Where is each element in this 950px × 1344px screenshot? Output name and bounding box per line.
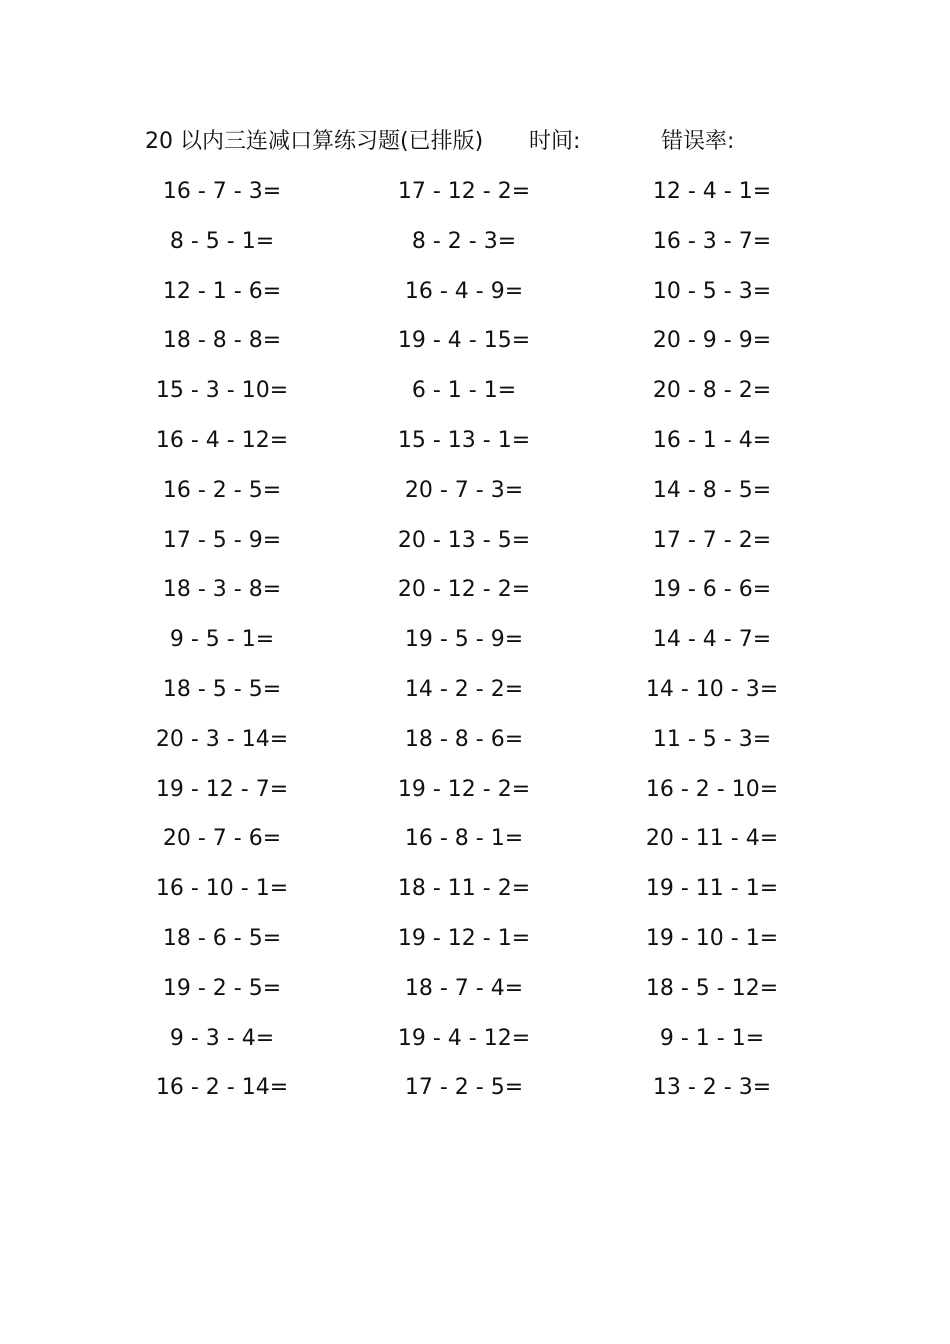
problem-item: 20 - 11 - 4= bbox=[645, 826, 779, 852]
problem-item: 16 - 7 - 3= bbox=[162, 179, 282, 204]
problem-item: 20 - 9 - 9= bbox=[652, 328, 772, 354]
problem-item: 8 - 5 - 1= bbox=[169, 228, 275, 254]
problem-row bbox=[0, 722, 950, 772]
problem-item: 20 - 12 - 2= bbox=[397, 577, 531, 603]
problem-item: 17 - 5 - 9= bbox=[162, 527, 282, 553]
error-rate-label: 错误率: bbox=[661, 129, 735, 154]
problem-item: 19 - 12 - 1= bbox=[397, 925, 531, 951]
problem-item: 9 - 3 - 4= bbox=[169, 1025, 275, 1051]
problem-row bbox=[0, 373, 950, 423]
problem-item: 14 - 10 - 3= bbox=[645, 676, 779, 702]
problem-item: 15 - 3 - 10= bbox=[155, 378, 289, 404]
problem-item: 16 - 4 - 9= bbox=[404, 278, 524, 304]
problem-item: 10 - 5 - 3= bbox=[652, 278, 772, 304]
problem-item: 12 - 1 - 6= bbox=[162, 278, 282, 304]
problem-item: 16 - 2 - 14= bbox=[155, 1075, 289, 1101]
problem-item: 14 - 2 - 2= bbox=[404, 676, 524, 702]
problem-grid bbox=[0, 174, 950, 1120]
problem-row bbox=[0, 572, 950, 622]
problem-item: 16 - 2 - 10= bbox=[645, 776, 779, 802]
problem-row bbox=[0, 921, 950, 971]
problem-item: 20 - 8 - 2= bbox=[652, 378, 772, 404]
problem-item: 18 - 3 - 8= bbox=[162, 577, 282, 603]
problem-item: 20 - 13 - 5= bbox=[397, 527, 531, 553]
problem-row bbox=[0, 821, 950, 871]
problem-item: 17 - 12 - 2= bbox=[397, 179, 531, 204]
problem-item: 19 - 4 - 15= bbox=[397, 328, 531, 354]
problem-item: 19 - 10 - 1= bbox=[645, 925, 779, 951]
problem-row bbox=[0, 323, 950, 373]
problem-item: 19 - 12 - 7= bbox=[155, 776, 289, 802]
problem-row bbox=[0, 224, 950, 274]
problem-item: 14 - 8 - 5= bbox=[652, 477, 772, 503]
problem-item: 19 - 11 - 1= bbox=[645, 876, 779, 902]
problem-item: 12 - 4 - 1= bbox=[652, 179, 772, 204]
problem-item: 18 - 5 - 12= bbox=[645, 975, 779, 1001]
problem-item: 9 - 5 - 1= bbox=[169, 627, 275, 653]
problem-item: 18 - 5 - 5= bbox=[162, 676, 282, 702]
worksheet-header bbox=[145, 124, 805, 160]
problem-item: 6 - 1 - 1= bbox=[411, 378, 517, 404]
problem-item: 16 - 8 - 1= bbox=[404, 826, 524, 852]
problem-row bbox=[0, 971, 950, 1021]
problem-item: 18 - 6 - 5= bbox=[162, 925, 282, 951]
problem-item: 20 - 7 - 6= bbox=[162, 826, 282, 852]
problem-row bbox=[0, 174, 950, 224]
problem-item: 9 - 1 - 1= bbox=[659, 1025, 765, 1051]
problem-item: 18 - 11 - 2= bbox=[397, 876, 531, 902]
worksheet-title: 20 以内三连减口算练习题(已排版) bbox=[145, 129, 484, 154]
problem-item: 17 - 7 - 2= bbox=[652, 527, 772, 553]
problem-item: 14 - 4 - 7= bbox=[652, 627, 772, 653]
problem-row bbox=[0, 423, 950, 473]
problem-row bbox=[0, 622, 950, 672]
problem-item: 16 - 3 - 7= bbox=[652, 228, 772, 254]
problem-item: 18 - 8 - 8= bbox=[162, 328, 282, 354]
problem-item: 17 - 2 - 5= bbox=[404, 1075, 524, 1101]
problem-row bbox=[0, 473, 950, 523]
problem-item: 19 - 12 - 2= bbox=[397, 776, 531, 802]
problem-item: 15 - 13 - 1= bbox=[397, 427, 531, 453]
problem-item: 11 - 5 - 3= bbox=[652, 726, 772, 752]
problem-row bbox=[0, 871, 950, 921]
problem-item: 19 - 2 - 5= bbox=[162, 975, 282, 1001]
problem-item: 16 - 10 - 1= bbox=[155, 876, 289, 902]
problem-item: 19 - 6 - 6= bbox=[652, 577, 772, 603]
problem-item: 8 - 2 - 3= bbox=[411, 228, 517, 254]
problem-item: 18 - 8 - 6= bbox=[404, 726, 524, 752]
problem-item: 16 - 2 - 5= bbox=[162, 477, 282, 503]
problem-row bbox=[0, 672, 950, 722]
problem-item: 20 - 7 - 3= bbox=[404, 477, 524, 503]
problem-item: 13 - 2 - 3= bbox=[652, 1075, 772, 1101]
problem-item: 18 - 7 - 4= bbox=[404, 975, 524, 1001]
problem-row bbox=[0, 1021, 950, 1071]
problem-row bbox=[0, 1070, 950, 1120]
problem-row bbox=[0, 274, 950, 324]
problem-item: 19 - 5 - 9= bbox=[404, 627, 524, 653]
problem-item: 19 - 4 - 12= bbox=[397, 1025, 531, 1051]
problem-item: 16 - 1 - 4= bbox=[652, 427, 772, 453]
problem-row bbox=[0, 772, 950, 822]
problem-item: 20 - 3 - 14= bbox=[155, 726, 289, 752]
problem-item: 16 - 4 - 12= bbox=[155, 427, 289, 453]
problem-row bbox=[0, 523, 950, 573]
time-label: 时间: bbox=[529, 129, 581, 154]
